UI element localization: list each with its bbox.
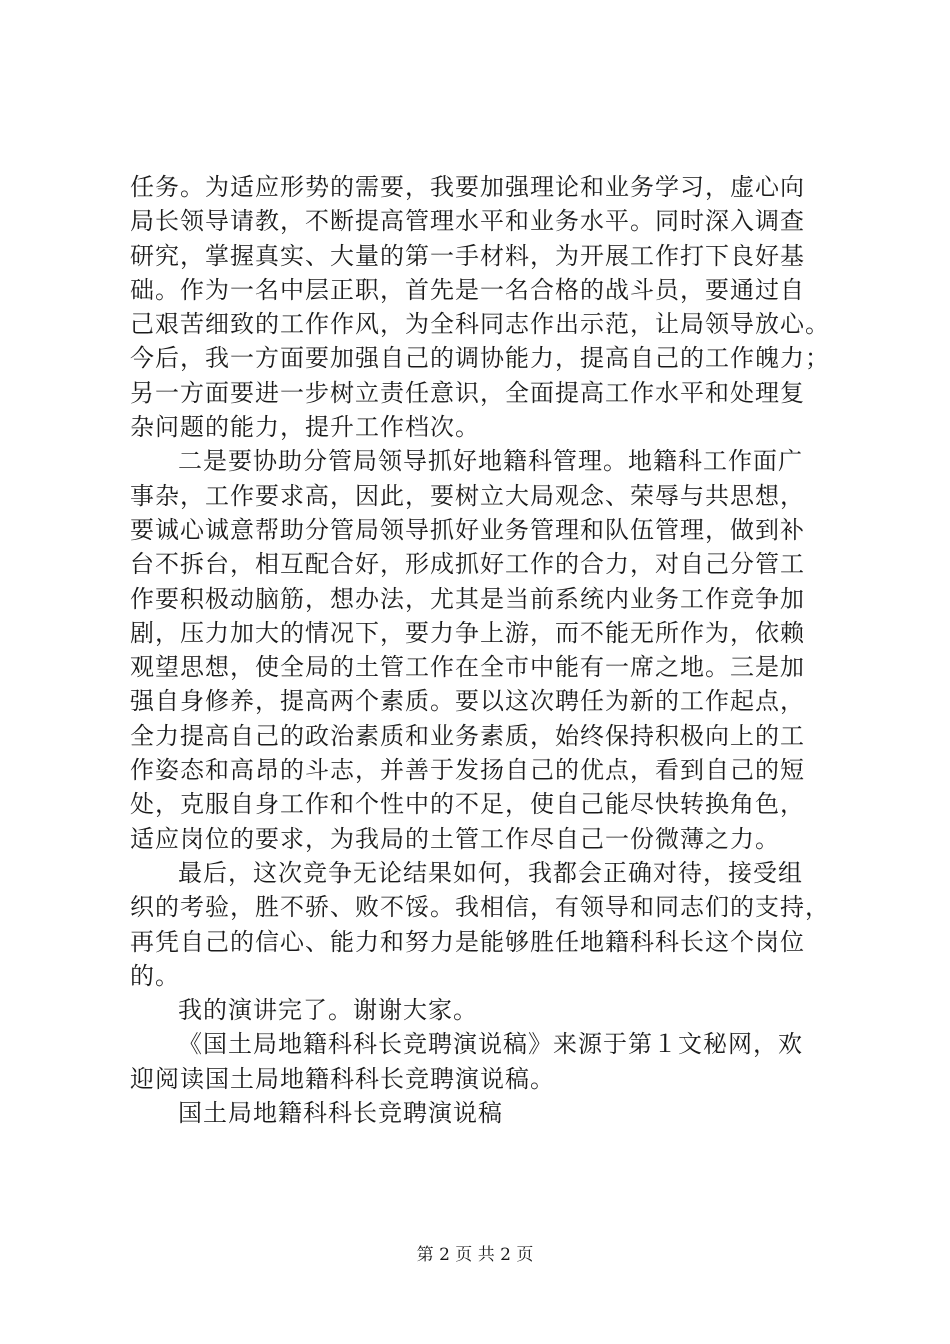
text-line: 事杂，工作要求高，因此，要树立大局观念、荣辱与共思想， <box>130 481 805 510</box>
text-line: 观望思想，使全局的土管工作在全市中能有一席之地。三是加 <box>130 653 805 682</box>
paragraph-start-line: 《国土局地籍科科长竞聘演说稿》来源于第１文秘网，欢 <box>178 1030 803 1059</box>
text-line: 适应岗位的要求，为我局的土管工作尽自己一份微薄之力。 <box>130 824 780 853</box>
text-line: 迎阅读国土局地籍科科长竞聘演说稿。 <box>130 1064 555 1093</box>
text-line: 今后，我一方面要加强自己的调协能力，提高自己的工作魄力； <box>130 344 830 373</box>
text-line: 作要积极动脑筋，想办法，尤其是当前系统内业务工作竞争加 <box>130 584 805 613</box>
paragraph-start-line: 最后，这次竞争无论结果如何，我都会正确对待，接受组 <box>178 858 803 887</box>
text-line: 再凭自己的信心、能力和努力是能够胜任地籍科科长这个岗位 <box>130 927 805 956</box>
text-line: 要诚心诚意帮助分管局领导抓好业务管理和队伍管理，做到补 <box>130 515 805 544</box>
text-line: 织的考验，胜不骄、败不馁。我相信，有领导和同志们的支持， <box>130 893 830 922</box>
text-line: 己艰苦细致的工作作风，为全科同志作出示范，让局领导放心。 <box>130 310 830 339</box>
text-line: 作姿态和高昂的斗志，并善于发扬自己的优点，看到自己的短 <box>130 756 805 785</box>
text-line: 另一方面要进一步树立责任意识，全面提高工作水平和处理复 <box>130 378 805 407</box>
text-line: 的。 <box>130 961 180 990</box>
paragraph-start-line: 二是要协助分管局领导抓好地籍科管理。地籍科工作面广 <box>178 447 803 476</box>
text-line: 局长领导请教，不断提高管理水平和业务水平。同时深入调查 <box>130 207 805 236</box>
text-line: 强自身修养，提高两个素质。要以这次聘任为新的工作起点， <box>130 687 805 716</box>
page-footer <box>0 1244 950 1266</box>
text-line: 杂问题的能力，提升工作档次。 <box>130 413 480 442</box>
document-body <box>130 170 830 1130</box>
text-line: 础。作为一名中层正职，首先是一名合格的战斗员，要通过自 <box>130 275 805 304</box>
text-line: 研究，掌握真实、大量的第一手材料，为开展工作打下良好基 <box>130 241 805 270</box>
page-number: 第 2 页 共 2 页 <box>416 1245 534 1265</box>
paragraph-start-line: 我的演讲完了。谢谢大家。 <box>178 996 478 1025</box>
text-line: 全力提高自己的政治素质和业务素质，始终保持积极向上的工 <box>130 721 805 750</box>
text-line: 台不拆台，相互配合好，形成抓好工作的合力，对自己分管工 <box>130 550 805 579</box>
text-line: 任务。为适应形势的需要，我要加强理论和业务学习，虚心向 <box>130 173 805 201</box>
paragraph-start-line: 国土局地籍科科长竞聘演说稿 <box>178 1099 503 1128</box>
text-line: 剧，压力加大的情况下，要力争上游，而不能无所作为，依赖 <box>130 618 805 647</box>
text-line: 处，克服自身工作和个性中的不足，使自己能尽快转换角色， <box>130 790 805 819</box>
